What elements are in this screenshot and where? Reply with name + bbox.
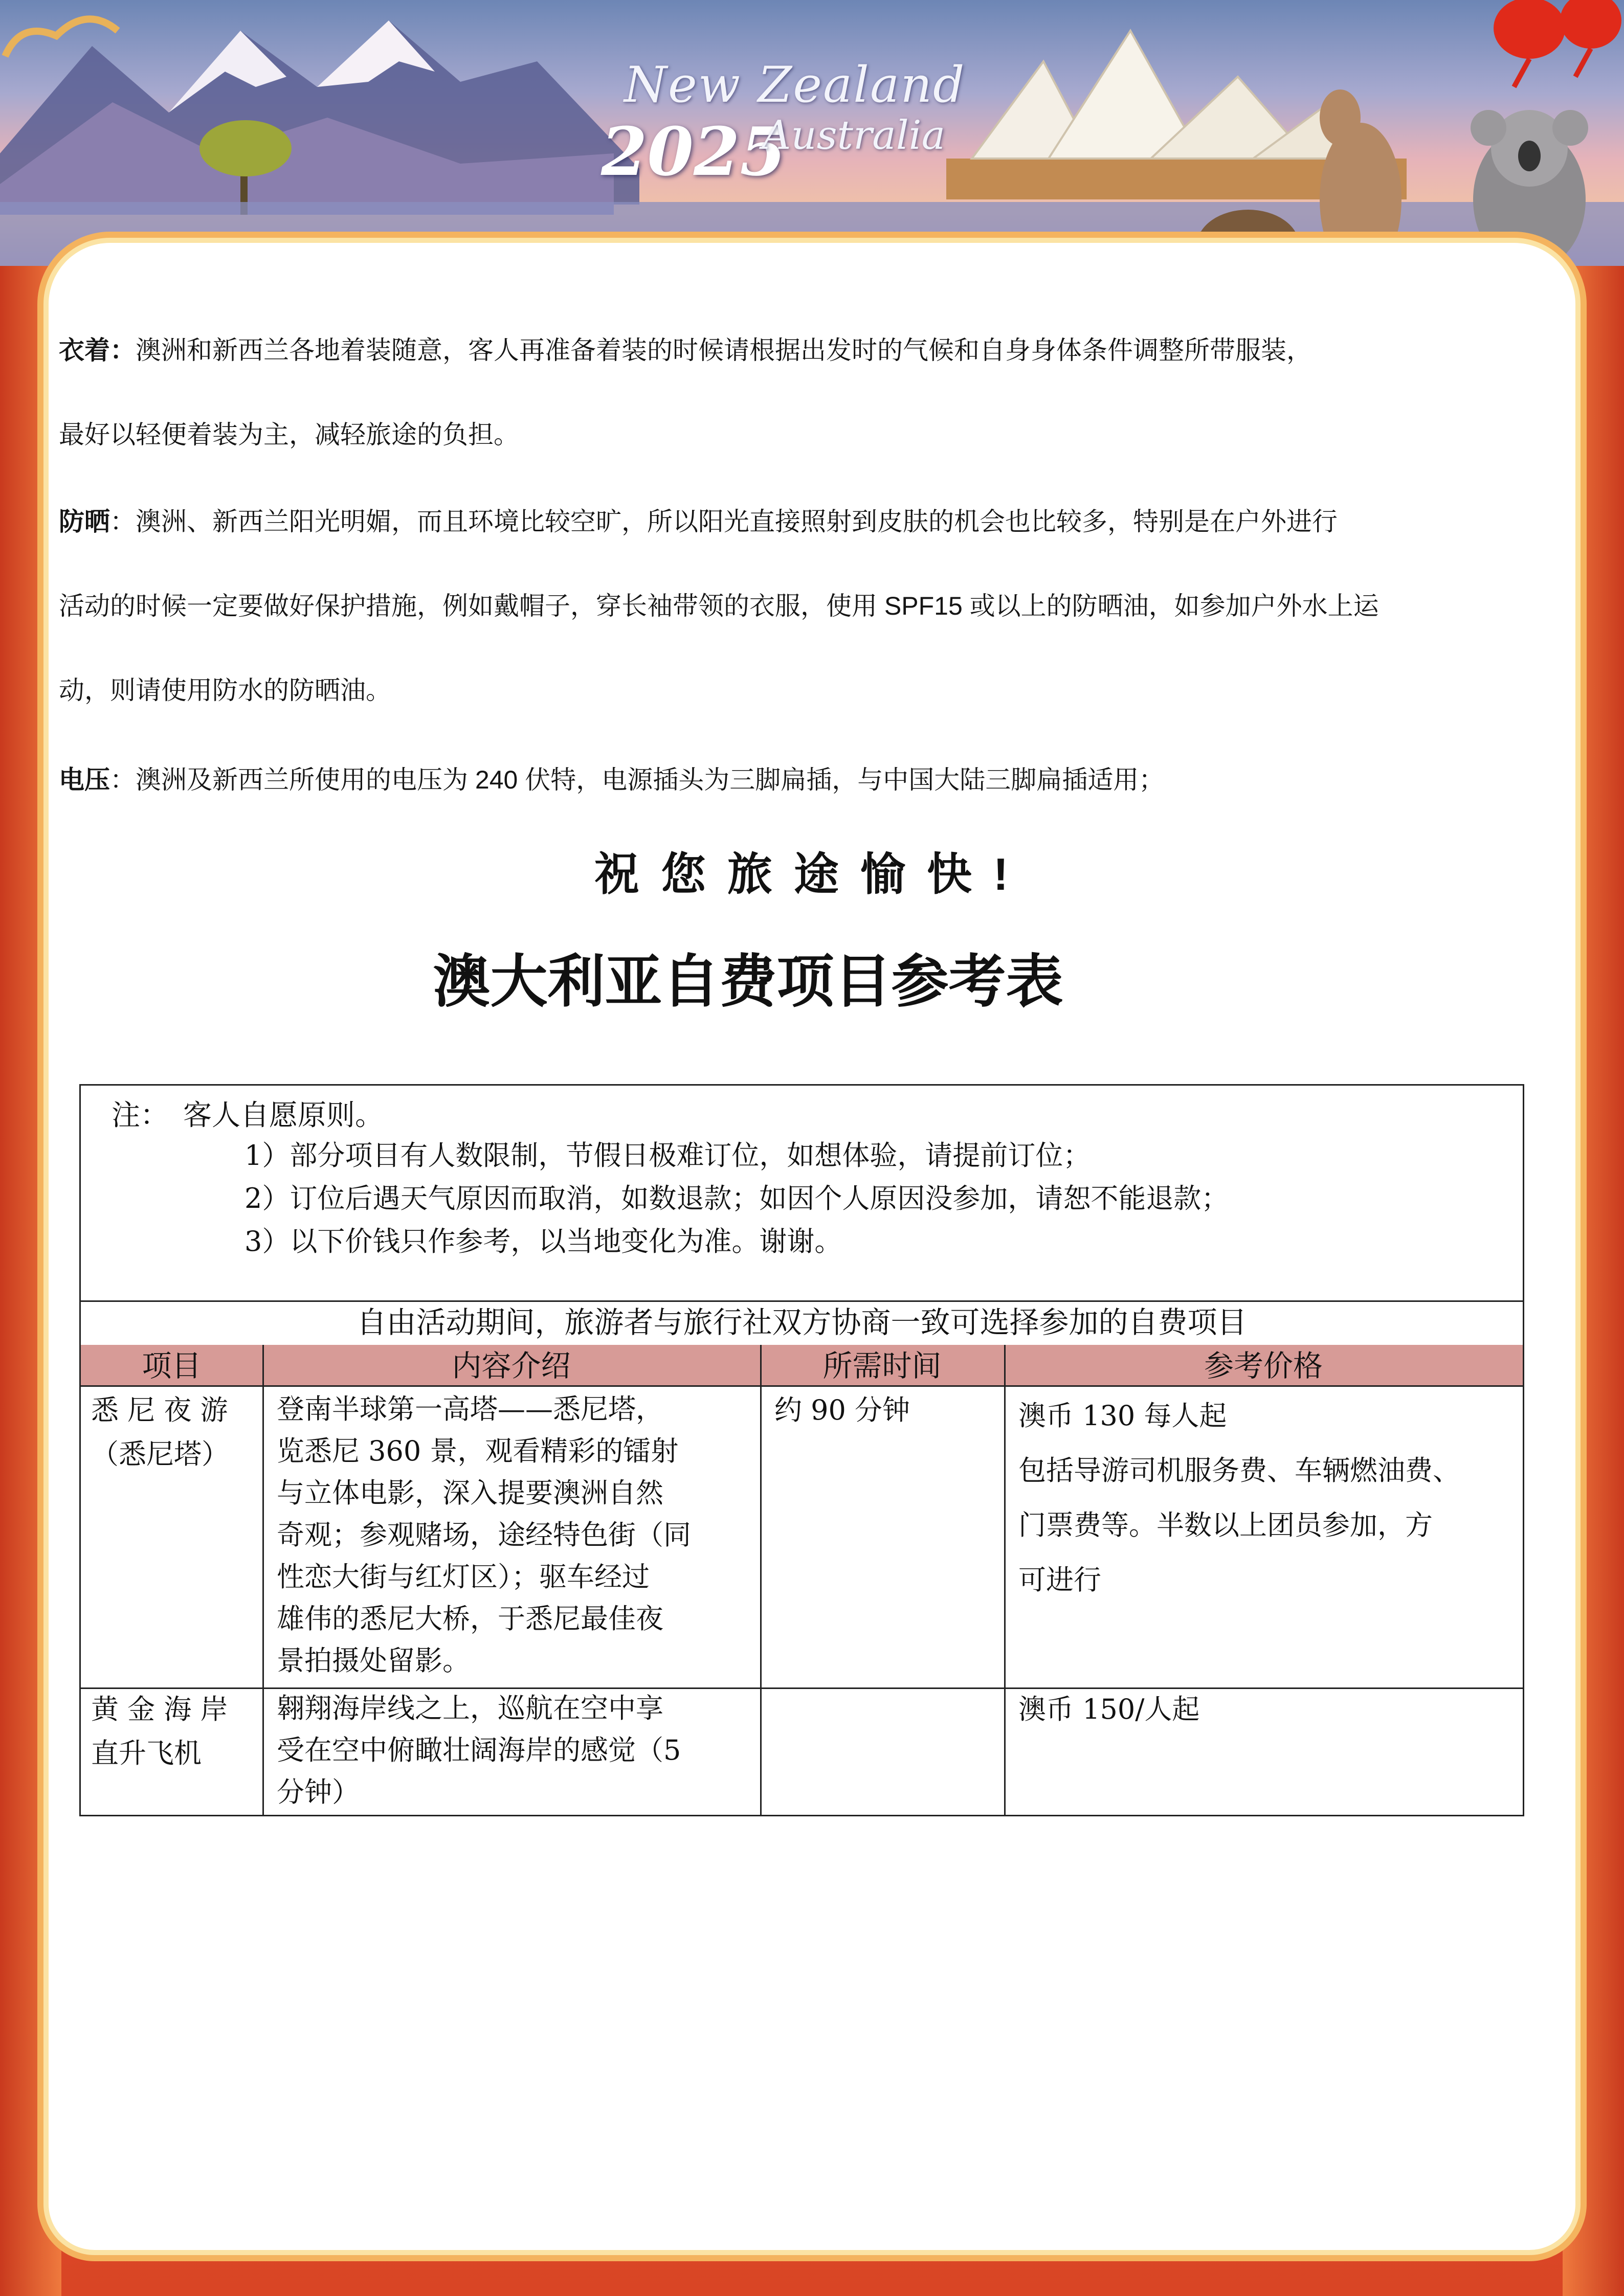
banner-title-year: 2025 [601,112,786,191]
cell-line: 澳币 130 每人起 [1018,1400,1227,1432]
table-notes [81,1086,1523,1302]
column-divider [760,1345,762,1815]
tip-label: 衣着： [59,336,136,365]
cell-line: 直升飞机 [91,1737,202,1769]
document-title: 澳大利亚自费项目参考表 [433,950,1063,1014]
tip-line [59,762,1164,798]
tip-label: 电压 [59,766,110,794]
cell-line: 景拍摄处留影。 [277,1645,470,1677]
cell-line: 览悉尼 360 景，观看精彩的镭射 [277,1435,679,1467]
note-item: 2）订位后遇天气原因而取消，如数退款；如因个人原因没参加，请恕不能退款； [244,1182,1229,1214]
cell-line: 与立体电影，深入提要澳洲自然 [277,1477,663,1509]
cell-line: 澳币 150/人起 [1018,1693,1200,1725]
cell-line: 奇观；参观赌场，途经特色街（同 [277,1519,691,1551]
banner-title-nz: New Zealand [624,56,966,114]
cell-line: 翱翔海岸线之上，巡航在空中享 [277,1692,663,1724]
cell-line: 门票费等。半数以上团员参加，方 [1018,1509,1433,1541]
cell-line: 约 90 分钟 [774,1394,910,1426]
header-price: 参考价格 [1004,1345,1523,1387]
cell-line: 性恋大街与红灯区）；驱车经过 [277,1561,650,1593]
header-banner [0,0,1624,266]
tip-label: 防晒 [59,507,110,536]
column-divider [262,1345,264,1815]
tip-text: 活动的时候一定要做好保护措施，例如戴帽子，穿长袖带领的衣服，使用 SPF15 或以上的防晒油，如参加户外水上运 [59,592,1379,620]
cell-price [1018,1388,1517,1607]
tip-text: ：澳洲、新西兰阳光明媚，而且环境比较空旷，所以阳光直接照射到皮肤的机会也比较多，特别是在户外进行 [110,507,1338,536]
tip-text: 澳洲和新西兰各地着装随意，客人再准备着装的时候请根据出发时的气候和自身身体条件调整所带服装， [136,336,1312,365]
cell-price [1018,1687,1517,1731]
cell-line: 分钟） [277,1776,360,1808]
notes-heading: 注： 客人自愿原则。 [112,1099,384,1132]
cell-line: 雄伟的悉尼大桥，于悉尼最佳夜 [277,1603,663,1635]
tip-text: 动，则请使用防水的防晒油。 [59,676,391,705]
tip-line [59,588,1379,624]
note-item: 3）以下价钱只作参考，以当地变化为准。谢谢。 [244,1225,842,1257]
cell-line: 悉 尼 夜 游 [91,1394,228,1426]
header-description: 内容介绍 [262,1345,760,1387]
cell-line: 受在空中俯瞰壮阔海岸的感觉（5 [277,1734,681,1766]
cell-line: 可进行 [1018,1564,1101,1596]
cell-line: 黄 金 海 岸 [91,1693,228,1725]
tip-text: ：澳洲及新西兰所使用的电压为 240 伏特，电源插头为三脚扁插，与中国大陆三脚扁插适用； [110,766,1165,794]
cell-item [91,1687,252,1775]
tip-line [59,332,1312,368]
cell-line: 包括导游司机服务费、车辆燃油费、 [1018,1454,1460,1487]
table-banner-row: 自由活动期间，旅游者与旅行社双方协商一致可选择参加的自费项目 [81,1300,1523,1346]
column-divider [1004,1345,1006,1815]
cell-duration [774,1388,998,1432]
tip-line [59,672,391,708]
cell-description [277,1388,754,1682]
tip-line [59,504,1338,539]
cell-line: （悉尼塔） [91,1438,229,1470]
cell-line: 登南半球第一高塔——悉尼塔， [277,1393,663,1425]
wish-text: 祝您旅途愉快! [594,849,1030,899]
header-duration: 所需时间 [760,1345,1004,1387]
cell-description [277,1687,754,1813]
tip-line [59,417,519,453]
header-item: 项目 [81,1345,262,1387]
note-item: 1）部分项目有人数限制，节假日极难订位，如想体验，请提前订位； [244,1139,1091,1172]
tip-text: 最好以轻便着装为主，减轻旅途的负担。 [59,420,519,449]
cell-item [91,1388,252,1476]
banner-title-au: Australia [762,112,946,159]
optional-tours-table [79,1084,1524,1816]
